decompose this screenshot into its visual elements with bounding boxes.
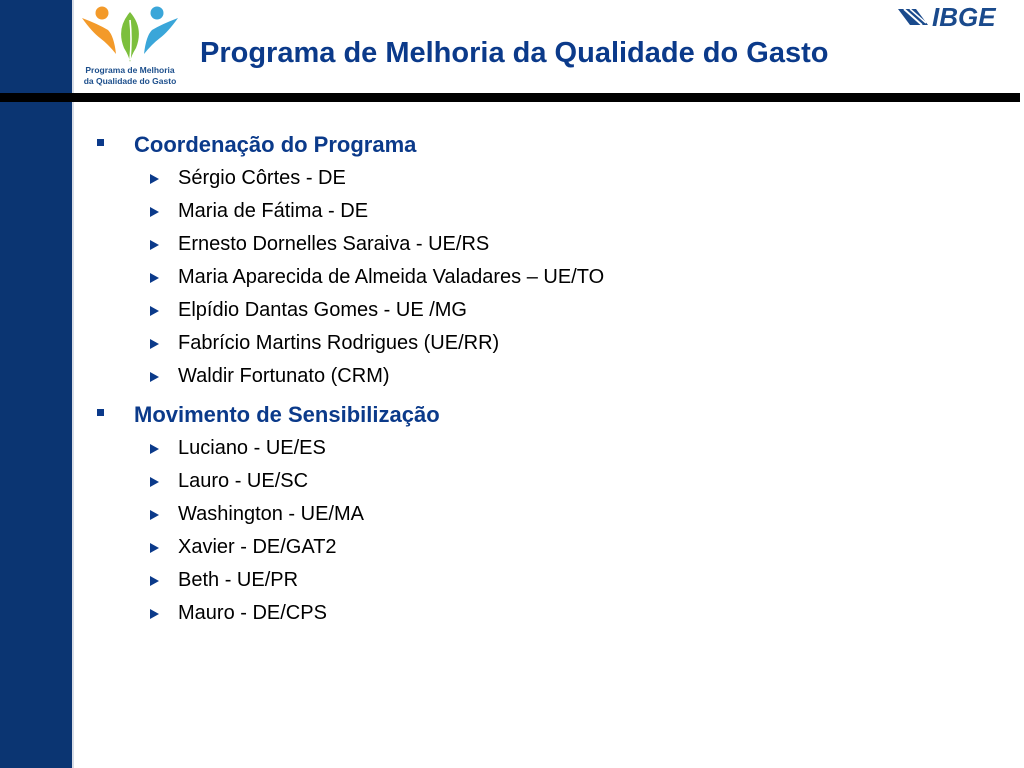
slide-content bbox=[0, 128, 1020, 635]
section-heading bbox=[0, 398, 1020, 437]
triangle-bullet-icon bbox=[150, 372, 159, 382]
list-item-text: Waldir Fortunato (CRM) bbox=[178, 365, 390, 387]
ibge-wordmark: IBGE bbox=[932, 2, 996, 32]
triangle-bullet-icon bbox=[150, 240, 159, 250]
triangle-bullet-icon bbox=[150, 477, 159, 487]
list-item bbox=[0, 602, 1020, 635]
list-item bbox=[0, 365, 1020, 398]
list-item bbox=[0, 437, 1020, 470]
triangle-bullet-icon bbox=[150, 543, 159, 553]
list-item bbox=[0, 332, 1020, 365]
triangle-bullet-icon bbox=[150, 609, 159, 619]
header-divider bbox=[0, 93, 1020, 102]
square-bullet-icon bbox=[97, 409, 104, 416]
ibge-logo bbox=[896, 2, 1020, 32]
list-item bbox=[0, 503, 1020, 536]
list-item-text: Sérgio Côrtes - DE bbox=[178, 167, 346, 189]
square-bullet-icon bbox=[97, 139, 104, 146]
section-heading bbox=[0, 128, 1020, 167]
page-title: Programa de Melhoria da Qualidade do Gasto bbox=[200, 37, 829, 69]
list-item bbox=[0, 299, 1020, 332]
list-item bbox=[0, 233, 1020, 266]
list-item-text: Lauro - UE/SC bbox=[178, 470, 309, 492]
list-item bbox=[0, 536, 1020, 569]
ibge-emblem-icon bbox=[896, 5, 930, 29]
list-item-text: Fabrício Martins Rodrigues (UE/RR) bbox=[178, 332, 500, 354]
section-title: Coordenação do Programa bbox=[134, 132, 417, 157]
list-item-text: Maria de Fátima - DE bbox=[178, 200, 369, 222]
program-logo-line-2: da Qualidade do Gasto bbox=[83, 76, 177, 86]
list-item-text: Luciano - UE/ES bbox=[178, 437, 326, 459]
list-item-text: Mauro - DE/CPS bbox=[178, 602, 327, 624]
program-logo-line-1: Programa de Melhoria bbox=[85, 65, 175, 75]
list-item-text: Washington - UE/MA bbox=[178, 503, 364, 525]
program-logo bbox=[78, 4, 182, 88]
triangle-bullet-icon bbox=[150, 273, 159, 283]
triangle-bullet-icon bbox=[150, 174, 159, 184]
list-item-text: Elpídio Dantas Gomes - UE /MG bbox=[178, 299, 467, 321]
triangle-bullet-icon bbox=[150, 576, 159, 586]
list-item-text: Maria Aparecida de Almeida Valadares – UE/TO bbox=[178, 266, 605, 288]
triangle-bullet-icon bbox=[150, 207, 159, 217]
list-item-text: Beth - UE/PR bbox=[178, 569, 299, 591]
triangle-bullet-icon bbox=[150, 339, 159, 349]
list-item bbox=[0, 470, 1020, 503]
list-item bbox=[0, 167, 1020, 200]
list-item bbox=[0, 266, 1020, 299]
list-item bbox=[0, 200, 1020, 233]
triangle-bullet-icon bbox=[150, 306, 159, 316]
section-title: Movimento de Sensibilização bbox=[134, 402, 440, 427]
list-item bbox=[0, 569, 1020, 602]
triangle-bullet-icon bbox=[150, 444, 159, 454]
list-item-text: Ernesto Dornelles Saraiva - UE/RS bbox=[178, 233, 490, 255]
list-item-text: Xavier - DE/GAT2 bbox=[178, 536, 337, 558]
triangle-bullet-icon bbox=[150, 510, 159, 520]
program-figures-icon bbox=[78, 4, 182, 66]
